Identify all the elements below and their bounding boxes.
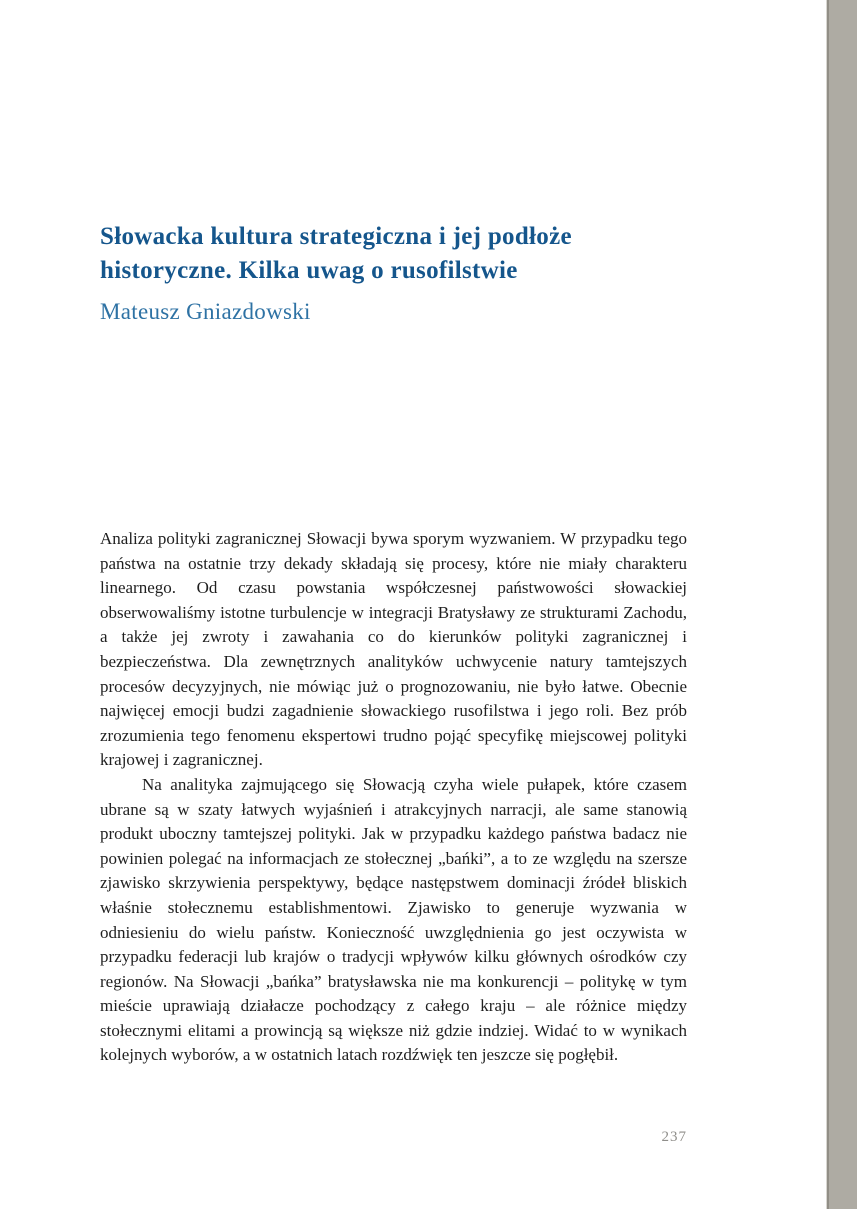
body-text bbox=[100, 527, 687, 1068]
paragraph-2: Na analityka zajmującego się Słowacją czyha wiele pułapek, które czasem ubrane są w szaty łatwych wyjaśnień i atrakcyjnych narracji, ale same stanowią produkt uboczny tamtejszej polityki. Jak w przypadku każdego państwa badacz nie powinien polegać na informacjach ze stołecznej „bańki”, a to ze względu na szersze zjawisko skrzywienia perspektywy, będące następstwem dominacji źródeł bliskich właśnie stołecznemu establishmentowi. Zjawisko to generuje wyzwania w odniesieniu do wielu państw. Konieczność uwzględnienia go jest oczywista w przypadku federacji lub krajów o tradycji wpływów kilku głównych ośrodków czy regionów. Na Słowacji „bańka” bratysławska nie ma konkurencji – politykę w tym mieście uprawiają działacze pochodzący z całego kraju – ale różnice między stołecznymi elitami a prowincją są większe niż gdzie indziej. Widać to w wynikach kolejnych wyborów, a w ostatnich latach rozdźwięk ten jeszcze się pogłębił. bbox=[100, 774, 687, 1065]
chapter-author: Mateusz Gniazdowski bbox=[100, 299, 311, 324]
chapter-title-line-2: historyczne. Kilka uwag o rusofilstwie bbox=[100, 257, 518, 284]
page-number: 237 bbox=[661, 1129, 687, 1145]
chapter-title-line-1: Słowacka kultura strategiczna i jej podłoże bbox=[100, 223, 572, 250]
chapter-title bbox=[100, 220, 720, 288]
scan-edge-bar bbox=[827, 0, 857, 1209]
paragraph-1: Analiza polityki zagranicznej Słowacji bywa sporym wyzwaniem. W przypadku tego państwa na ostatnie trzy dekady składają się procesy, które nie miały charakteru linearnego. Od czasu powstania współczesnej państwowości słowackiej obserwowaliśmy istotne turbulencje w integracji Bratysławy ze strukturami Zachodu, a także jej zwroty i zawahania co do kierunków polityki zagranicznej i bezpieczeństwa. Dla zewnętrznych analityków uchwycenie natury tamtejszych procesów decyzyjnych, nie mówiąc już o prognozowaniu, nie było łatwe. Obecnie najwięcej emocji budzi zagadnienie słowackiego rusofilstwa i jego roli. Bez prób zrozumienia tego fenomenu ekspertowi trudno pojąć specyfikę miejscowej polityki krajowej i zagranicznej. bbox=[100, 529, 687, 770]
chapter-header bbox=[100, 220, 720, 327]
